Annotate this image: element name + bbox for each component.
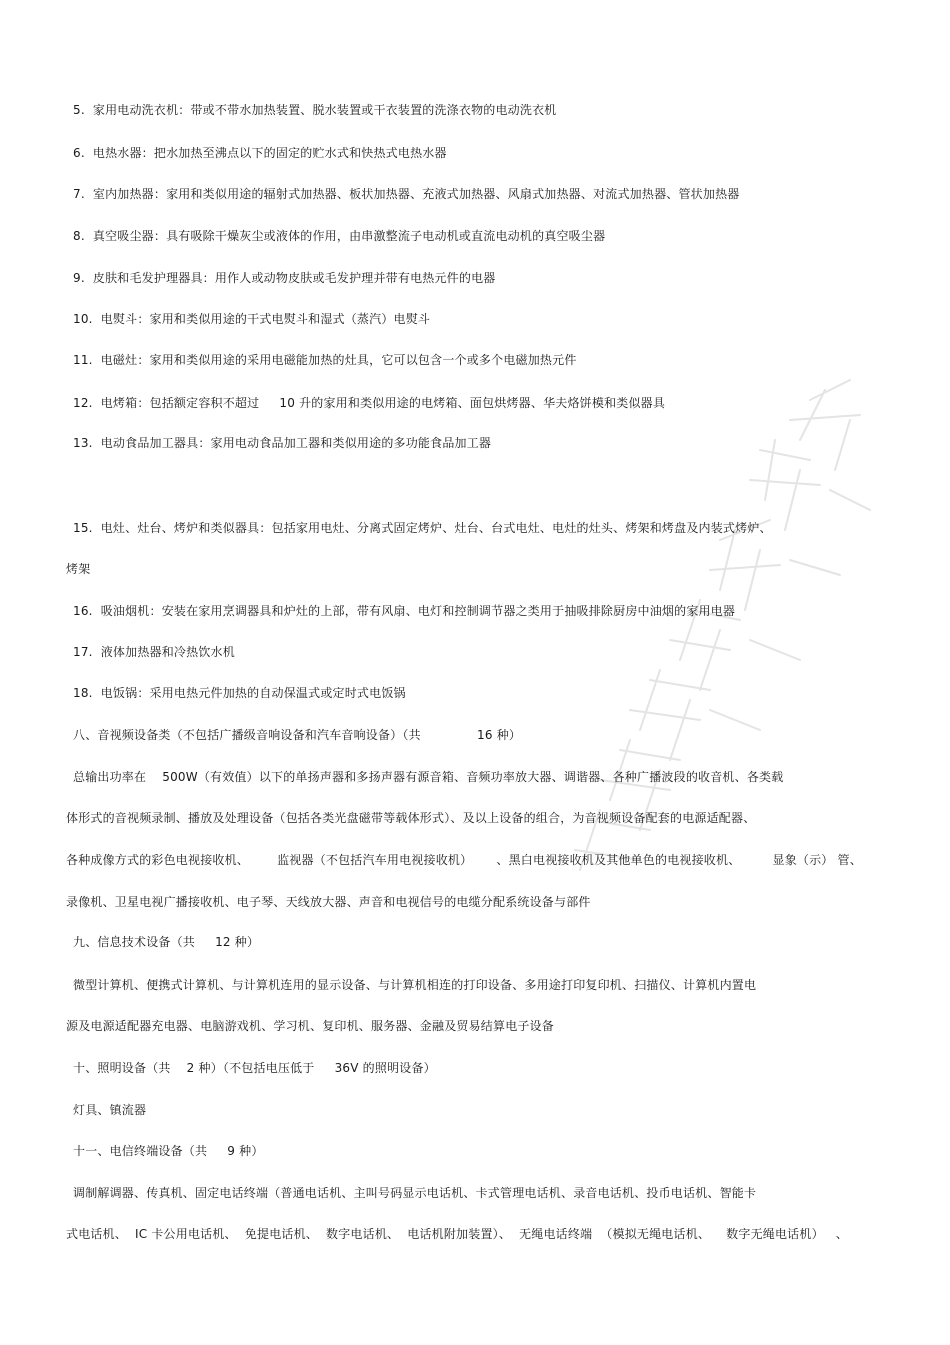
- section-8-paragraph-line-3: 各种成像方式的彩色电视接收机、 监视器（不包括汽车用电视接收机） 、黑白电视接收机及其他单色的电视接收机、 显象（示） 管、: [66, 853, 862, 867]
- list-item-8: 8. 真空吸尘器：具有吸除干燥灰尘或液体的作用，由串激整流子电动机或直流电动机的真空吸尘器: [73, 229, 606, 243]
- section-9-paragraph-line-1: 微型计算机、便携式计算机、与计算机连用的显示设备、与计算机相连的打印设备、多用途打印复印机、扫描仪、计算机内置电: [73, 978, 757, 992]
- list-item-15-continued: 烤架: [66, 562, 91, 576]
- section-heading-11: 十一、电信终端设备（共 9 种）: [73, 1144, 264, 1158]
- section-8-paragraph-line-2: 体形式的音视频录制、播放及处理设备（包括各类光盘磁带等载体形式）、及以上设备的组合，为音视频设备配套的电源适配器、: [66, 811, 756, 825]
- list-item-9: 9. 皮肤和毛发护理器具：用作人或动物皮肤或毛发护理并带有电热元件的电器: [73, 271, 496, 285]
- list-item-18: 18. 电饭锅：采用电热元件加热的自动保温式或定时式电饭锅: [73, 686, 406, 700]
- section-heading-9: 九、信息技术设备（共 12 种）: [73, 935, 260, 949]
- list-item-5: 5. 家用电动洗衣机：带或不带水加热装置、脱水装置或干衣装置的洗涤衣物的电动洗衣机: [73, 103, 557, 117]
- list-item-12: 12. 电烤箱：包括额定容积不超过 10 升的家用和类似用途的电烤箱、面包烘烤器、华夫烙饼模和类似器具: [73, 396, 666, 410]
- section-8-paragraph-line-4: 录像机、卫星电视广播接收机、电子琴、天线放大器、声音和电视信号的电缆分配系统设备与部件: [66, 895, 591, 909]
- list-item-13: 13. 电动食品加工器具：家用电动食品加工器和类似用途的多功能食品加工器: [73, 436, 492, 450]
- list-item-17: 17. 液体加热器和冷热饮水机: [73, 645, 235, 659]
- section-8-paragraph-line-1: 总输出功率在 500W（有效值）以下的单扬声器和多扬声器有源音箱、音频功率放大器、调谐器、各种广播波段的收音机、各类载: [73, 770, 784, 784]
- section-heading-10: 十、照明设备（共 2 种）（不包括电压低于 36V 的照明设备）: [73, 1061, 436, 1075]
- section-11-paragraph-line-1: 调制解调器、传真机、固定电话终端（普通电话机、主叫号码显示电话机、卡式管理电话机、录音电话机、投币电话机、智能卡: [73, 1186, 757, 1200]
- section-11-paragraph-line-2: 式电话机、 IC 卡公用电话机、 免提电话机、 数字电话机、 电话机附加装置）、 无绳电话终端 （模拟无绳电话机、 数字无绳电话机） 、: [66, 1227, 849, 1241]
- list-item-15: 15. 电灶、灶台、烤炉和类似器具：包括家用电灶、分离式固定烤炉、灶台、台式电灶、电灶的灶头、烤架和烤盘及内装式烤炉、: [73, 521, 772, 535]
- watermark-image: [560, 360, 890, 920]
- list-item-6: 6. 电热水器：把水加热至沸点以下的固定的贮水式和快热式电热水器: [73, 146, 447, 160]
- list-item-10: 10. 电熨斗：家用和类似用途的干式电熨斗和湿式（蒸汽）电熨斗: [73, 312, 431, 326]
- list-item-7: 7. 室内加热器：家用和类似用途的辐射式加热器、板状加热器、充液式加热器、风扇式加热器、对流式加热器、管状加热器: [73, 187, 740, 201]
- list-item-16: 16. 吸油烟机：安装在家用烹调器具和炉灶的上部，带有风扇、电灯和控制调节器之类用于抽吸排除厨房中油烟的家用电器: [73, 604, 736, 618]
- section-heading-8: 八、音视频设备类（不包括广播级音响设备和汽车音响设备）（共 16 种）: [73, 728, 522, 742]
- section-10-paragraph: 灯具、镇流器: [73, 1103, 147, 1117]
- section-9-paragraph-line-2: 源及电源适配器充电器、电脑游戏机、学习机、复印机、服务器、金融及贸易结算电子设备: [66, 1019, 555, 1033]
- list-item-11: 11. 电磁灶：家用和类似用途的采用电磁能加热的灶具，它可以包含一个或多个电磁加热元件: [73, 353, 577, 367]
